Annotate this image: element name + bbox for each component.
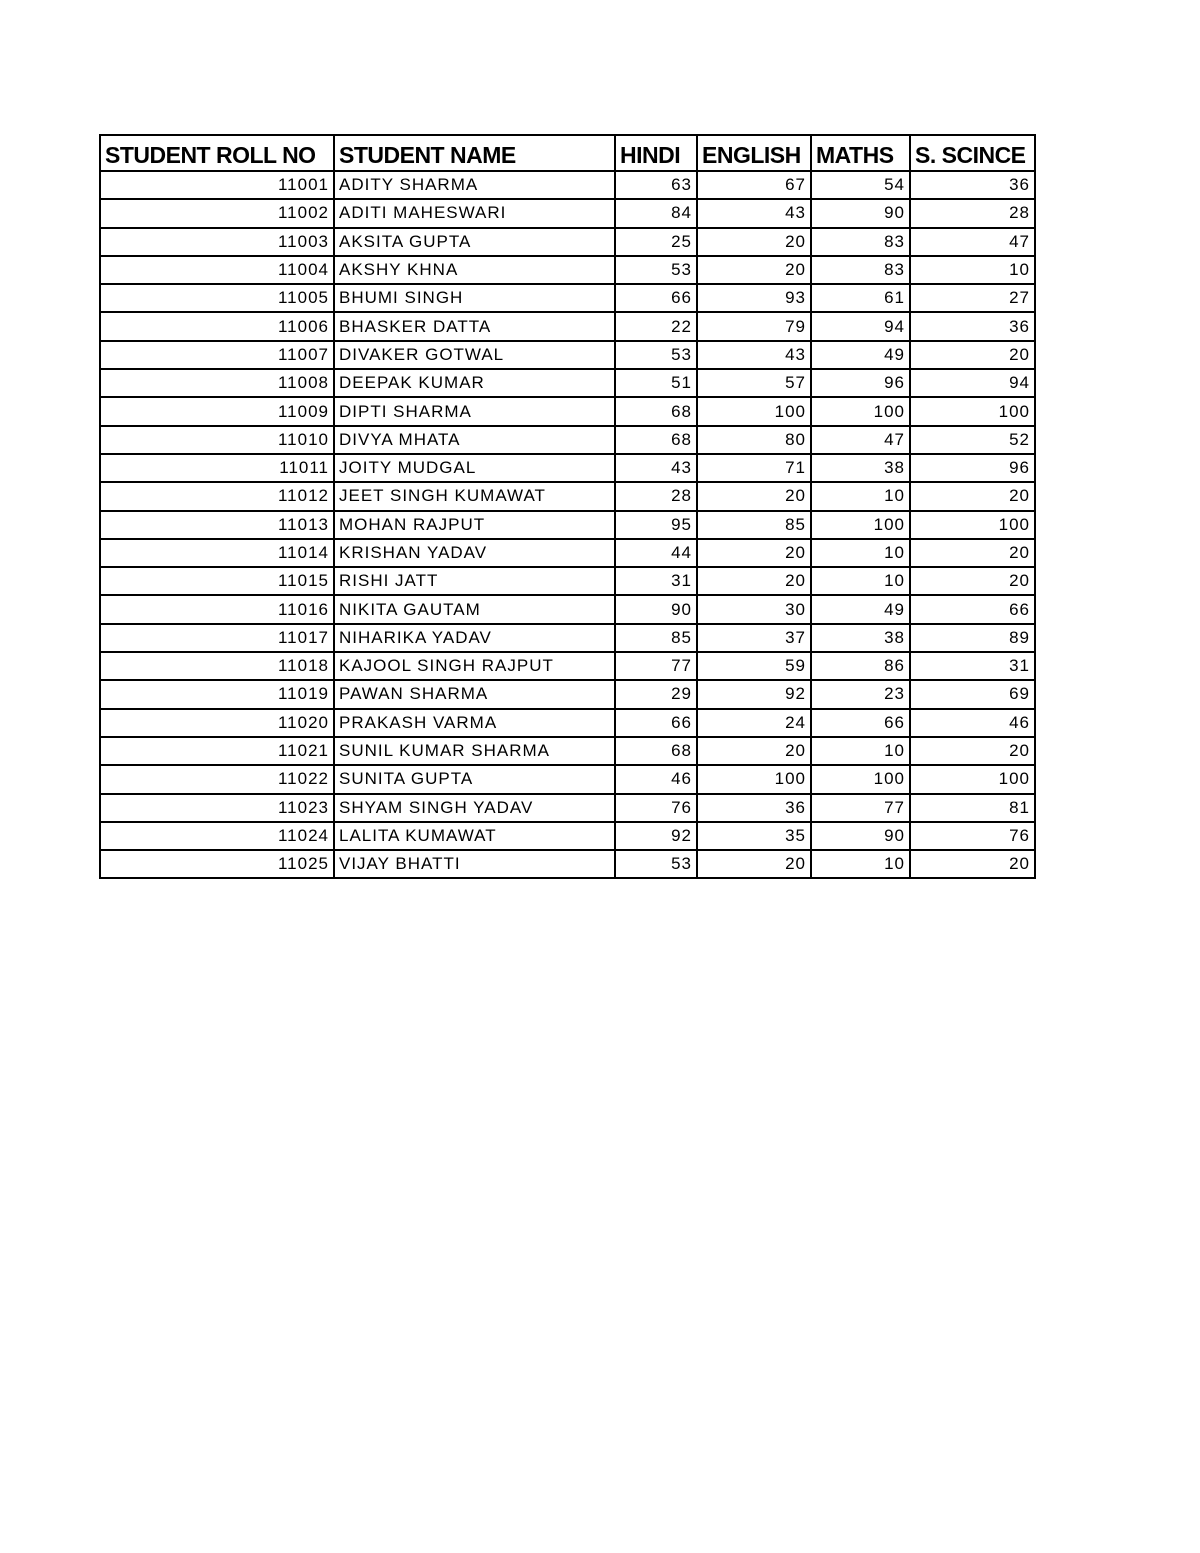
table-row xyxy=(100,171,1035,199)
science-cell: 20 xyxy=(910,482,1035,510)
maths-cell: 38 xyxy=(811,454,910,482)
table-header xyxy=(100,135,1035,171)
hindi-cell: 68 xyxy=(615,426,697,454)
maths-cell: 49 xyxy=(811,341,910,369)
student-name-cell: AKSHY KHNA xyxy=(334,256,615,284)
roll-no-cell: 11011 xyxy=(100,454,334,482)
english-cell: 93 xyxy=(697,284,811,312)
student-name-cell: KRISHAN YADAV xyxy=(334,539,615,567)
table-row xyxy=(100,256,1035,284)
roll-no-cell: 11014 xyxy=(100,539,334,567)
english-cell: 20 xyxy=(697,737,811,765)
english-cell: 43 xyxy=(697,341,811,369)
roll-no-cell: 11003 xyxy=(100,228,334,256)
english-cell: 35 xyxy=(697,822,811,850)
maths-cell: 10 xyxy=(811,567,910,595)
english-cell: 85 xyxy=(697,511,811,539)
table-row xyxy=(100,454,1035,482)
table-row xyxy=(100,794,1035,822)
roll-no-cell: 11015 xyxy=(100,567,334,595)
maths-cell: 96 xyxy=(811,369,910,397)
student-name-cell: MOHAN RAJPUT xyxy=(334,511,615,539)
maths-cell: 49 xyxy=(811,595,910,623)
science-cell: 20 xyxy=(910,567,1035,595)
table-row xyxy=(100,709,1035,737)
maths-cell: 83 xyxy=(811,228,910,256)
table-row xyxy=(100,482,1035,510)
english-cell: 37 xyxy=(697,624,811,652)
student-name-cell: NIHARIKA YADAV xyxy=(334,624,615,652)
hindi-cell: 53 xyxy=(615,256,697,284)
maths-cell: 54 xyxy=(811,171,910,199)
roll-no-cell: 11018 xyxy=(100,652,334,680)
roll-no-cell: 11007 xyxy=(100,341,334,369)
table-row xyxy=(100,397,1035,425)
maths-cell: 100 xyxy=(811,765,910,793)
hindi-cell: 92 xyxy=(615,822,697,850)
english-cell: 20 xyxy=(697,228,811,256)
science-cell: 31 xyxy=(910,652,1035,680)
maths-cell: 90 xyxy=(811,199,910,227)
science-cell: 76 xyxy=(910,822,1035,850)
table-row xyxy=(100,850,1035,878)
hindi-cell: 29 xyxy=(615,680,697,708)
table-row xyxy=(100,312,1035,340)
student-name-cell: PRAKASH VARMA xyxy=(334,709,615,737)
science-cell: 36 xyxy=(910,171,1035,199)
maths-cell: 100 xyxy=(811,397,910,425)
maths-cell: 10 xyxy=(811,539,910,567)
maths-cell: 47 xyxy=(811,426,910,454)
roll-no-cell: 11010 xyxy=(100,426,334,454)
table-row xyxy=(100,737,1035,765)
english-cell: 57 xyxy=(697,369,811,397)
table-row xyxy=(100,822,1035,850)
english-cell: 100 xyxy=(697,765,811,793)
hindi-cell: 44 xyxy=(615,539,697,567)
student-name-cell: PAWAN SHARMA xyxy=(334,680,615,708)
hindi-cell: 76 xyxy=(615,794,697,822)
table-row xyxy=(100,567,1035,595)
maths-cell: 94 xyxy=(811,312,910,340)
student-name-cell: DIPTI SHARMA xyxy=(334,397,615,425)
english-cell: 20 xyxy=(697,482,811,510)
hindi-cell: 66 xyxy=(615,284,697,312)
roll-no-cell: 11005 xyxy=(100,284,334,312)
hindi-cell: 95 xyxy=(615,511,697,539)
student-name-cell: SUNITA GUPTA xyxy=(334,765,615,793)
science-cell: 81 xyxy=(910,794,1035,822)
hindi-cell: 53 xyxy=(615,341,697,369)
student-name-cell: ADITI MAHESWARI xyxy=(334,199,615,227)
student-name-cell: ADITY SHARMA xyxy=(334,171,615,199)
english-cell: 24 xyxy=(697,709,811,737)
student-name-cell: JEET SINGH KUMAWAT xyxy=(334,482,615,510)
roll-no-cell: 11024 xyxy=(100,822,334,850)
science-cell: 100 xyxy=(910,397,1035,425)
science-cell: 36 xyxy=(910,312,1035,340)
header-student-name: STUDENT NAME xyxy=(334,135,615,171)
science-cell: 20 xyxy=(910,850,1035,878)
roll-no-cell: 11021 xyxy=(100,737,334,765)
hindi-cell: 85 xyxy=(615,624,697,652)
roll-no-cell: 11001 xyxy=(100,171,334,199)
roll-no-cell: 11013 xyxy=(100,511,334,539)
hindi-cell: 53 xyxy=(615,850,697,878)
science-cell: 66 xyxy=(910,595,1035,623)
english-cell: 92 xyxy=(697,680,811,708)
roll-no-cell: 11006 xyxy=(100,312,334,340)
roll-no-cell: 11012 xyxy=(100,482,334,510)
science-cell: 94 xyxy=(910,369,1035,397)
hindi-cell: 68 xyxy=(615,397,697,425)
maths-cell: 77 xyxy=(811,794,910,822)
hindi-cell: 31 xyxy=(615,567,697,595)
maths-cell: 100 xyxy=(811,511,910,539)
student-name-cell: LALITA KUMAWAT xyxy=(334,822,615,850)
student-name-cell: VIJAY BHATTI xyxy=(334,850,615,878)
hindi-cell: 22 xyxy=(615,312,697,340)
science-cell: 100 xyxy=(910,765,1035,793)
science-cell: 69 xyxy=(910,680,1035,708)
english-cell: 36 xyxy=(697,794,811,822)
student-name-cell: SHYAM SINGH YADAV xyxy=(334,794,615,822)
roll-no-cell: 11023 xyxy=(100,794,334,822)
table-row xyxy=(100,341,1035,369)
roll-no-cell: 11019 xyxy=(100,680,334,708)
student-name-cell: DIVAKER GOTWAL xyxy=(334,341,615,369)
student-name-cell: RISHI JATT xyxy=(334,567,615,595)
science-cell: 46 xyxy=(910,709,1035,737)
maths-cell: 61 xyxy=(811,284,910,312)
table-row xyxy=(100,595,1035,623)
science-cell: 47 xyxy=(910,228,1035,256)
header-hindi: HINDI xyxy=(615,135,697,171)
table-row xyxy=(100,369,1035,397)
roll-no-cell: 11009 xyxy=(100,397,334,425)
english-cell: 20 xyxy=(697,850,811,878)
hindi-cell: 77 xyxy=(615,652,697,680)
maths-cell: 86 xyxy=(811,652,910,680)
student-name-cell: BHUMI SINGH xyxy=(334,284,615,312)
roll-no-cell: 11008 xyxy=(100,369,334,397)
english-cell: 20 xyxy=(697,567,811,595)
english-cell: 59 xyxy=(697,652,811,680)
english-cell: 100 xyxy=(697,397,811,425)
english-cell: 71 xyxy=(697,454,811,482)
maths-cell: 10 xyxy=(811,737,910,765)
maths-cell: 10 xyxy=(811,482,910,510)
maths-cell: 90 xyxy=(811,822,910,850)
table-row xyxy=(100,680,1035,708)
roll-no-cell: 11020 xyxy=(100,709,334,737)
roll-no-cell: 11022 xyxy=(100,765,334,793)
science-cell: 100 xyxy=(910,511,1035,539)
science-cell: 10 xyxy=(910,256,1035,284)
science-cell: 20 xyxy=(910,539,1035,567)
table-row xyxy=(100,624,1035,652)
hindi-cell: 66 xyxy=(615,709,697,737)
english-cell: 20 xyxy=(697,256,811,284)
roll-no-cell: 11017 xyxy=(100,624,334,652)
header-roll-no: STUDENT ROLL NO xyxy=(100,135,334,171)
table-row xyxy=(100,511,1035,539)
student-name-cell: SUNIL KUMAR SHARMA xyxy=(334,737,615,765)
english-cell: 79 xyxy=(697,312,811,340)
english-cell: 30 xyxy=(697,595,811,623)
hindi-cell: 90 xyxy=(615,595,697,623)
hindi-cell: 63 xyxy=(615,171,697,199)
science-cell: 52 xyxy=(910,426,1035,454)
header-science: S. SCINCE xyxy=(910,135,1035,171)
maths-cell: 23 xyxy=(811,680,910,708)
student-name-cell: BHASKER DATTA xyxy=(334,312,615,340)
student-name-cell: NIKITA GAUTAM xyxy=(334,595,615,623)
english-cell: 67 xyxy=(697,171,811,199)
student-marks-table xyxy=(99,134,1036,879)
header-row xyxy=(100,135,1035,171)
roll-no-cell: 11002 xyxy=(100,199,334,227)
header-maths: MATHS xyxy=(811,135,910,171)
hindi-cell: 25 xyxy=(615,228,697,256)
student-name-cell: KAJOOL SINGH RAJPUT xyxy=(334,652,615,680)
header-english: ENGLISH xyxy=(697,135,811,171)
science-cell: 27 xyxy=(910,284,1035,312)
student-name-cell: AKSITA GUPTA xyxy=(334,228,615,256)
science-cell: 89 xyxy=(910,624,1035,652)
table-row xyxy=(100,426,1035,454)
english-cell: 43 xyxy=(697,199,811,227)
hindi-cell: 51 xyxy=(615,369,697,397)
science-cell: 20 xyxy=(910,341,1035,369)
hindi-cell: 28 xyxy=(615,482,697,510)
roll-no-cell: 11004 xyxy=(100,256,334,284)
table-row xyxy=(100,284,1035,312)
table-row xyxy=(100,539,1035,567)
table-row xyxy=(100,765,1035,793)
maths-cell: 66 xyxy=(811,709,910,737)
maths-cell: 83 xyxy=(811,256,910,284)
roll-no-cell: 11025 xyxy=(100,850,334,878)
hindi-cell: 84 xyxy=(615,199,697,227)
hindi-cell: 46 xyxy=(615,765,697,793)
english-cell: 80 xyxy=(697,426,811,454)
student-name-cell: DEEPAK KUMAR xyxy=(334,369,615,397)
english-cell: 20 xyxy=(697,539,811,567)
maths-cell: 38 xyxy=(811,624,910,652)
roll-no-cell: 11016 xyxy=(100,595,334,623)
science-cell: 96 xyxy=(910,454,1035,482)
hindi-cell: 43 xyxy=(615,454,697,482)
student-name-cell: DIVYA MHATA xyxy=(334,426,615,454)
table-body xyxy=(100,171,1035,878)
hindi-cell: 68 xyxy=(615,737,697,765)
student-name-cell: JOITY MUDGAL xyxy=(334,454,615,482)
maths-cell: 10 xyxy=(811,850,910,878)
table-row xyxy=(100,228,1035,256)
table-row xyxy=(100,652,1035,680)
science-cell: 20 xyxy=(910,737,1035,765)
science-cell: 28 xyxy=(910,199,1035,227)
table-row xyxy=(100,199,1035,227)
